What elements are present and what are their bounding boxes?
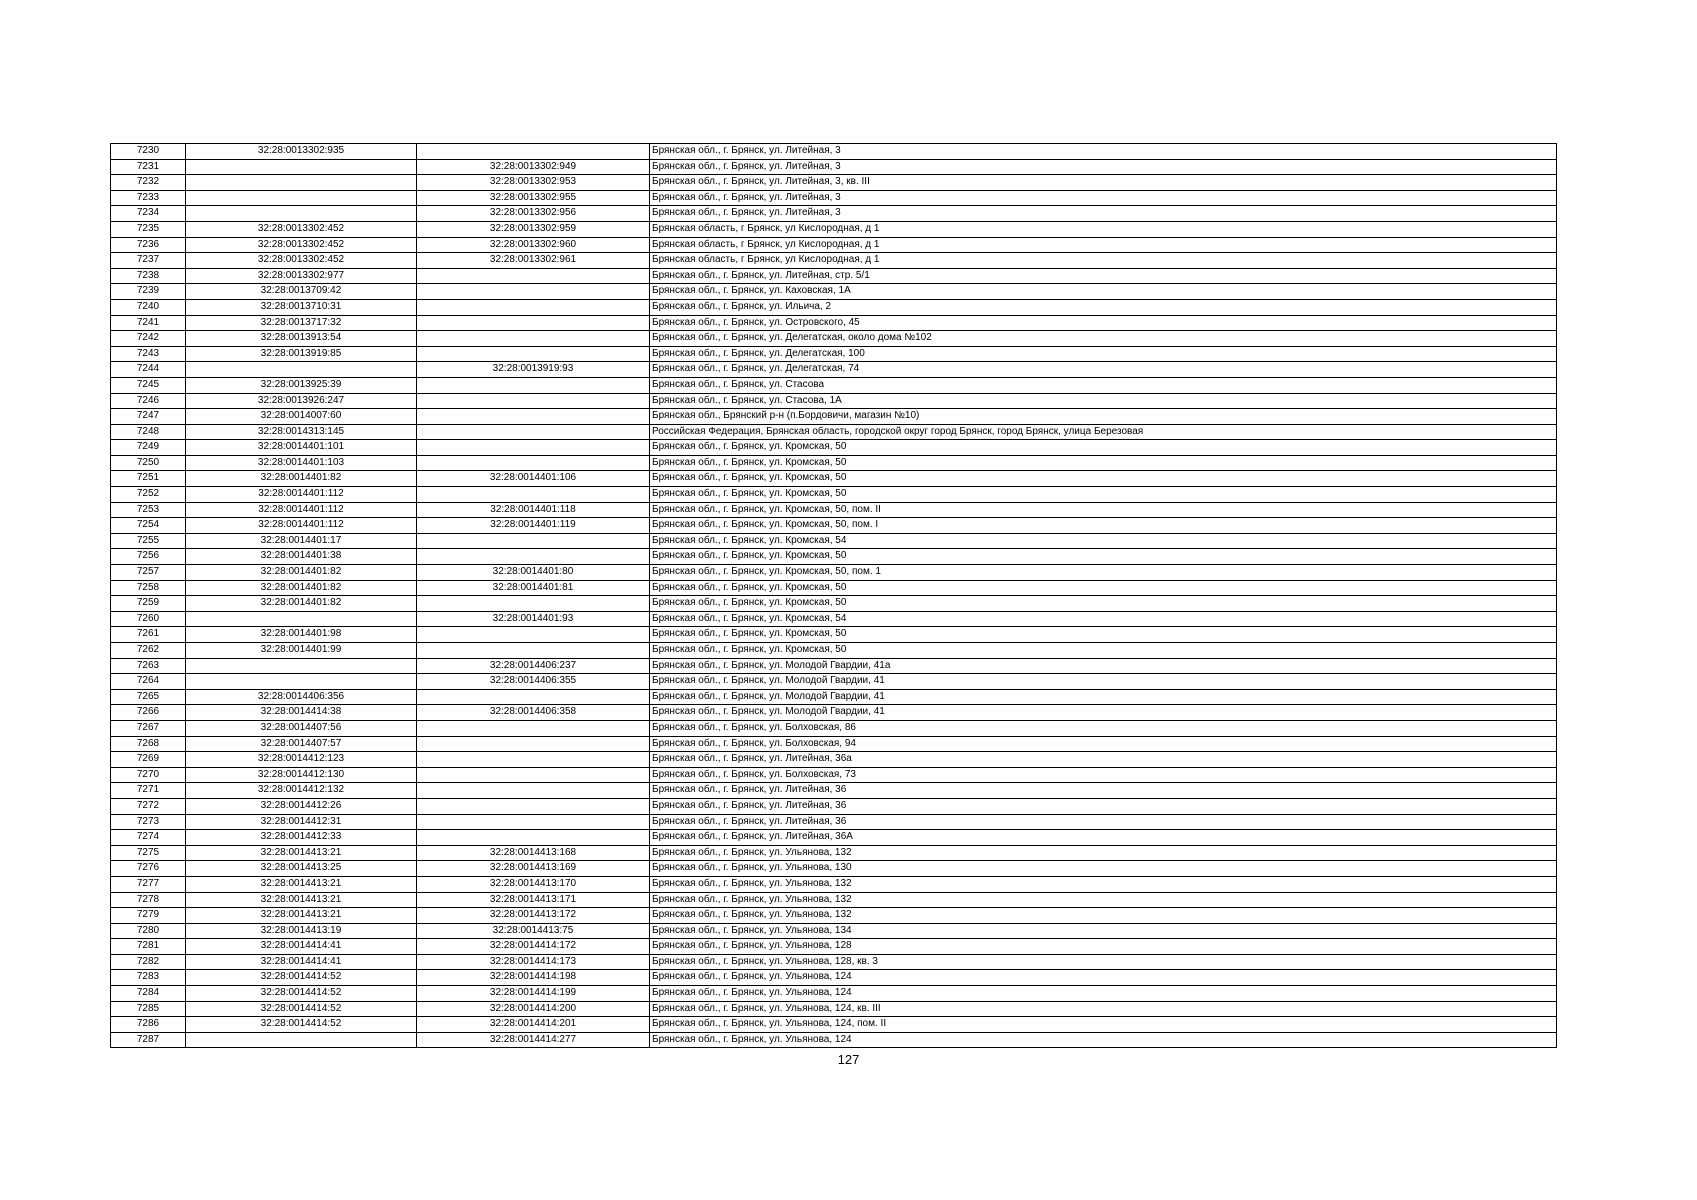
object-number-cell: 32:28:0014414:199: [417, 986, 650, 1002]
row-number-cell: 7261: [111, 627, 186, 643]
row-number-cell: 7252: [111, 487, 186, 503]
parcel-number-cell: 32:28:0014412:33: [186, 830, 417, 846]
address-cell: Брянская обл., г. Брянск, ул. Литейная, 36: [650, 814, 1557, 830]
table-row: [111, 923, 1557, 939]
object-number-cell: 32:28:0014413:171: [417, 892, 650, 908]
address-cell: Брянская обл., г. Брянск, ул. Кромская, 50, пом. 1: [650, 565, 1557, 581]
parcel-number-cell: 32:28:0014407:56: [186, 720, 417, 736]
object-number-cell: 32:28:0014414:277: [417, 1032, 650, 1048]
row-number-cell: 7251: [111, 471, 186, 487]
address-cell: Брянская обл., г. Брянск, ул. Каховская, 1А: [650, 284, 1557, 300]
table-row: [111, 549, 1557, 565]
row-number-cell: 7244: [111, 362, 186, 378]
parcel-number-cell: 32:28:0014412:132: [186, 783, 417, 799]
parcel-number-cell: 32:28:0013926:247: [186, 393, 417, 409]
parcel-number-cell: 32:28:0014401:98: [186, 627, 417, 643]
object-number-cell: 32:28:0014401:81: [417, 580, 650, 596]
table-row: [111, 471, 1557, 487]
document-table-container: [110, 143, 1556, 1048]
table-row: [111, 315, 1557, 331]
table-row: [111, 830, 1557, 846]
row-number-cell: 7248: [111, 424, 186, 440]
parcel-number-cell: 32:28:0014401:82: [186, 580, 417, 596]
address-cell: Брянская обл., г. Брянск, ул. Кромская, 50: [650, 643, 1557, 659]
table-row: [111, 144, 1557, 160]
parcel-number-cell: 32:28:0013913:54: [186, 331, 417, 347]
parcel-number-cell: 32:28:0014401:99: [186, 643, 417, 659]
table-row: [111, 658, 1557, 674]
object-number-cell: 32:28:0014406:355: [417, 674, 650, 690]
table-row: [111, 783, 1557, 799]
row-number-cell: 7286: [111, 1017, 186, 1033]
table-row: [111, 487, 1557, 503]
address-cell: Брянская обл., г. Брянск, ул. Литейная, 36: [650, 798, 1557, 814]
table-row: [111, 939, 1557, 955]
table-row: [111, 845, 1557, 861]
address-cell: Брянская обл., г. Брянск, ул. Стасова: [650, 377, 1557, 393]
table-row: [111, 861, 1557, 877]
parcel-number-cell: 32:28:0014401:112: [186, 502, 417, 518]
object-number-cell: [417, 346, 650, 362]
row-number-cell: 7267: [111, 720, 186, 736]
parcel-number-cell: [186, 190, 417, 206]
object-number-cell: [417, 736, 650, 752]
row-number-cell: 7268: [111, 736, 186, 752]
table-row: [111, 814, 1557, 830]
address-cell: Брянская обл., г. Брянск, ул. Болховская, 73: [650, 767, 1557, 783]
row-number-cell: 7264: [111, 674, 186, 690]
address-cell: Брянская обл., г. Брянск, ул. Ильича, 2: [650, 299, 1557, 315]
address-cell: Брянская обл., г. Брянск, ул. Кромская, 50: [650, 627, 1557, 643]
row-number-cell: 7241: [111, 315, 186, 331]
object-number-cell: [417, 596, 650, 612]
row-number-cell: 7266: [111, 705, 186, 721]
address-cell: Брянская обл., Брянский р-н (п.Бордовичи, магазин №10): [650, 409, 1557, 425]
parcel-number-cell: [186, 362, 417, 378]
table-row: [111, 237, 1557, 253]
parcel-number-cell: [186, 674, 417, 690]
parcel-number-cell: 32:28:0013302:452: [186, 237, 417, 253]
row-number-cell: 7287: [111, 1032, 186, 1048]
table-row: [111, 284, 1557, 300]
address-cell: Брянская обл., г. Брянск, ул. Литейная, 36а: [650, 752, 1557, 768]
row-number-cell: 7272: [111, 798, 186, 814]
row-number-cell: 7238: [111, 268, 186, 284]
row-number-cell: 7243: [111, 346, 186, 362]
row-number-cell: 7263: [111, 658, 186, 674]
parcel-number-cell: [186, 206, 417, 222]
parcel-number-cell: [186, 159, 417, 175]
table-row: [111, 798, 1557, 814]
table-row: [111, 393, 1557, 409]
row-number-cell: 7255: [111, 533, 186, 549]
object-number-cell: [417, 752, 650, 768]
object-number-cell: 32:28:0013302:949: [417, 159, 650, 175]
table-row: [111, 986, 1557, 1002]
table-row: [111, 409, 1557, 425]
table-row: [111, 221, 1557, 237]
table-row: [111, 580, 1557, 596]
table-row: [111, 377, 1557, 393]
row-number-cell: 7271: [111, 783, 186, 799]
table-row: [111, 596, 1557, 612]
address-cell: Брянская обл., г. Брянск, ул. Ульянова, 124: [650, 970, 1557, 986]
object-number-cell: 32:28:0014413:75: [417, 923, 650, 939]
table-row: [111, 565, 1557, 581]
address-cell: Брянская обл., г. Брянск, ул. Ульянова, 128, кв. 3: [650, 954, 1557, 970]
address-cell: Брянская обл., г. Брянск, ул. Кромская, 50: [650, 596, 1557, 612]
parcel-number-cell: 32:28:0014401:82: [186, 565, 417, 581]
parcel-number-cell: 32:28:0014401:112: [186, 487, 417, 503]
cadastral-table: [110, 143, 1557, 1048]
object-number-cell: [417, 440, 650, 456]
address-cell: Брянская обл., г. Брянск, ул. Кромская, 50: [650, 440, 1557, 456]
table-row: [111, 705, 1557, 721]
address-cell: Брянская обл., г. Брянск, ул. Литейная, 3: [650, 206, 1557, 222]
parcel-number-cell: [186, 658, 417, 674]
address-cell: Брянская обл., г. Брянск, ул. Кромская, 50: [650, 549, 1557, 565]
object-number-cell: [417, 689, 650, 705]
object-number-cell: [417, 424, 650, 440]
table-row: [111, 159, 1557, 175]
row-number-cell: 7233: [111, 190, 186, 206]
address-cell: Брянская обл., г. Брянск, ул. Ульянова, 132: [650, 845, 1557, 861]
address-cell: Брянская обл., г. Брянск, ул. Кромская, 54: [650, 611, 1557, 627]
address-cell: Брянская обл., г. Брянск, ул. Кромская, 50, пом. I: [650, 518, 1557, 534]
object-number-cell: 32:28:0014413:168: [417, 845, 650, 861]
row-number-cell: 7280: [111, 923, 186, 939]
row-number-cell: 7284: [111, 986, 186, 1002]
object-number-cell: 32:28:0014406:237: [417, 658, 650, 674]
parcel-number-cell: 32:28:0013302:452: [186, 221, 417, 237]
object-number-cell: 32:28:0014401:93: [417, 611, 650, 627]
object-number-cell: [417, 798, 650, 814]
object-number-cell: [417, 144, 650, 160]
page-number: 127: [837, 1052, 860, 1067]
address-cell: Брянская обл., г. Брянск, ул. Молодой Гвардии, 41: [650, 674, 1557, 690]
parcel-number-cell: 32:28:0014401:112: [186, 518, 417, 534]
parcel-number-cell: 32:28:0014414:41: [186, 939, 417, 955]
address-cell: Брянская обл., г. Брянск, ул. Молодой Гвардии, 41а: [650, 658, 1557, 674]
object-number-cell: 32:28:0013302:953: [417, 175, 650, 191]
object-number-cell: 32:28:0013302:960: [417, 237, 650, 253]
row-number-cell: 7232: [111, 175, 186, 191]
object-number-cell: 32:28:0014401:80: [417, 565, 650, 581]
object-number-cell: 32:28:0013302:961: [417, 253, 650, 269]
parcel-number-cell: 32:28:0014413:19: [186, 923, 417, 939]
table-row: [111, 268, 1557, 284]
table-row: [111, 362, 1557, 378]
object-number-cell: [417, 299, 650, 315]
address-cell: Брянская область, г Брянск, ул Кислородная, д 1: [650, 221, 1557, 237]
table-row: [111, 1032, 1557, 1048]
row-number-cell: 7265: [111, 689, 186, 705]
object-number-cell: [417, 331, 650, 347]
address-cell: Брянская обл., г. Брянск, ул. Кромская, 50: [650, 455, 1557, 471]
address-cell: Брянская обл., г. Брянск, ул. Болховская, 94: [650, 736, 1557, 752]
address-cell: Брянская обл., г. Брянск, ул. Ульянова, 132: [650, 908, 1557, 924]
address-cell: Брянская обл., г. Брянск, ул. Литейная, 36А: [650, 830, 1557, 846]
parcel-number-cell: 32:28:0014414:52: [186, 986, 417, 1002]
table-row: [111, 440, 1557, 456]
parcel-number-cell: 32:28:0014413:21: [186, 908, 417, 924]
table-row: [111, 424, 1557, 440]
row-number-cell: 7281: [111, 939, 186, 955]
address-cell: Брянская обл., г. Брянск, ул. Молодой Гвардии, 41: [650, 689, 1557, 705]
row-number-cell: 7273: [111, 814, 186, 830]
parcel-number-cell: 32:28:0014401:82: [186, 596, 417, 612]
object-number-cell: 32:28:0014414:200: [417, 1001, 650, 1017]
object-number-cell: 32:28:0013919:93: [417, 362, 650, 378]
object-number-cell: 32:28:0013302:955: [417, 190, 650, 206]
object-number-cell: 32:28:0014401:106: [417, 471, 650, 487]
table-row: [111, 253, 1557, 269]
address-cell: Брянская обл., г. Брянск, ул. Ульянова, 132: [650, 892, 1557, 908]
address-cell: Брянская обл., г. Брянск, ул. Ульянова, 124: [650, 986, 1557, 1002]
parcel-number-cell: 32:28:0014412:31: [186, 814, 417, 830]
parcel-number-cell: [186, 611, 417, 627]
row-number-cell: 7278: [111, 892, 186, 908]
object-number-cell: [417, 767, 650, 783]
parcel-number-cell: 32:28:0013919:85: [186, 346, 417, 362]
address-cell: Брянская обл., г. Брянск, ул. Делегатская, 74: [650, 362, 1557, 378]
row-number-cell: 7249: [111, 440, 186, 456]
table-row: [111, 970, 1557, 986]
parcel-number-cell: 32:28:0013717:32: [186, 315, 417, 331]
address-cell: Брянская обл., г. Брянск, ул. Ульянова, 134: [650, 923, 1557, 939]
address-cell: Брянская обл., г. Брянск, ул. Ульянова, 128: [650, 939, 1557, 955]
row-number-cell: 7246: [111, 393, 186, 409]
row-number-cell: 7259: [111, 596, 186, 612]
address-cell: Брянская обл., г. Брянск, ул. Делегатская, 100: [650, 346, 1557, 362]
row-number-cell: 7254: [111, 518, 186, 534]
address-cell: Брянская обл., г. Брянск, ул. Литейная, 3: [650, 144, 1557, 160]
address-cell: Брянская обл., г. Брянск, ул. Литейная, 3, кв. III: [650, 175, 1557, 191]
address-cell: Брянская обл., г. Брянск, ул. Кромская, 50: [650, 471, 1557, 487]
parcel-number-cell: 32:28:0014406:356: [186, 689, 417, 705]
address-cell: Брянская обл., г. Брянск, ул. Ульянова, 132: [650, 876, 1557, 892]
parcel-number-cell: 32:28:0013302:452: [186, 253, 417, 269]
row-number-cell: 7253: [111, 502, 186, 518]
table-row: [111, 1017, 1557, 1033]
object-number-cell: [417, 393, 650, 409]
address-cell: Брянская обл., г. Брянск, ул. Литейная, 36: [650, 783, 1557, 799]
parcel-number-cell: 32:28:0014007:60: [186, 409, 417, 425]
parcel-number-cell: 32:28:0013925:39: [186, 377, 417, 393]
row-number-cell: 7240: [111, 299, 186, 315]
address-cell: Брянская обл., г. Брянск, ул. Литейная, 3: [650, 190, 1557, 206]
address-cell: Брянская область, г Брянск, ул Кислородная, д 1: [650, 253, 1557, 269]
parcel-number-cell: 32:28:0013302:977: [186, 268, 417, 284]
row-number-cell: 7279: [111, 908, 186, 924]
row-number-cell: 7269: [111, 752, 186, 768]
parcel-number-cell: 32:28:0014414:41: [186, 954, 417, 970]
row-number-cell: 7239: [111, 284, 186, 300]
object-number-cell: 32:28:0014413:169: [417, 861, 650, 877]
address-cell: Брянская обл., г. Брянск, ул. Островского, 45: [650, 315, 1557, 331]
row-number-cell: 7247: [111, 409, 186, 425]
object-number-cell: 32:28:0013302:956: [417, 206, 650, 222]
parcel-number-cell: 32:28:0014414:52: [186, 970, 417, 986]
row-number-cell: 7256: [111, 549, 186, 565]
parcel-number-cell: 32:28:0014413:21: [186, 876, 417, 892]
object-number-cell: 32:28:0014401:119: [417, 518, 650, 534]
parcel-number-cell: 32:28:0014313:145: [186, 424, 417, 440]
table-row: [111, 908, 1557, 924]
address-cell: Брянская обл., г. Брянск, ул. Ульянова, 124, кв. III: [650, 1001, 1557, 1017]
parcel-number-cell: 32:28:0014413:25: [186, 861, 417, 877]
object-number-cell: [417, 268, 650, 284]
table-row: [111, 206, 1557, 222]
table-row: [111, 689, 1557, 705]
address-cell: Брянская область, г Брянск, ул Кислородная, д 1: [650, 237, 1557, 253]
table-row: [111, 299, 1557, 315]
parcel-number-cell: 32:28:0013302:935: [186, 144, 417, 160]
address-cell: Брянская обл., г. Брянск, ул. Стасова, 1А: [650, 393, 1557, 409]
address-cell: Брянская обл., г. Брянск, ул. Кромская, 50, пом. II: [650, 502, 1557, 518]
row-number-cell: 7274: [111, 830, 186, 846]
table-row: [111, 175, 1557, 191]
parcel-number-cell: 32:28:0014412:123: [186, 752, 417, 768]
table-row: [111, 455, 1557, 471]
row-number-cell: 7234: [111, 206, 186, 222]
row-number-cell: 7282: [111, 954, 186, 970]
object-number-cell: [417, 783, 650, 799]
row-number-cell: 7245: [111, 377, 186, 393]
parcel-number-cell: 32:28:0014413:21: [186, 892, 417, 908]
parcel-number-cell: 32:28:0014401:17: [186, 533, 417, 549]
table-row: [111, 533, 1557, 549]
row-number-cell: 7285: [111, 1001, 186, 1017]
object-number-cell: [417, 830, 650, 846]
parcel-number-cell: 32:28:0014407:57: [186, 736, 417, 752]
parcel-number-cell: 32:28:0014401:103: [186, 455, 417, 471]
table-row: [111, 346, 1557, 362]
row-number-cell: 7275: [111, 845, 186, 861]
row-number-cell: 7242: [111, 331, 186, 347]
table-row: [111, 1001, 1557, 1017]
object-number-cell: [417, 549, 650, 565]
row-number-cell: 7283: [111, 970, 186, 986]
object-number-cell: [417, 409, 650, 425]
parcel-number-cell: 32:28:0014414:52: [186, 1017, 417, 1033]
table-row: [111, 736, 1557, 752]
object-number-cell: [417, 814, 650, 830]
object-number-cell: [417, 377, 650, 393]
row-number-cell: 7230: [111, 144, 186, 160]
table-row: [111, 954, 1557, 970]
row-number-cell: 7257: [111, 565, 186, 581]
object-number-cell: 32:28:0014414:172: [417, 939, 650, 955]
row-number-cell: 7260: [111, 611, 186, 627]
row-number-cell: 7270: [111, 767, 186, 783]
address-cell: Брянская обл., г. Брянск, ул. Молодой Гвардии, 41: [650, 705, 1557, 721]
object-number-cell: [417, 533, 650, 549]
table-body: [111, 144, 1557, 1048]
address-cell: Брянская обл., г. Брянск, ул. Ульянова, 124, пом. II: [650, 1017, 1557, 1033]
table-row: [111, 674, 1557, 690]
object-number-cell: 32:28:0014413:170: [417, 876, 650, 892]
table-row: [111, 518, 1557, 534]
row-number-cell: 7276: [111, 861, 186, 877]
address-cell: Брянская обл., г. Брянск, ул. Кромская, 50: [650, 580, 1557, 596]
table-row: [111, 190, 1557, 206]
object-number-cell: [417, 627, 650, 643]
object-number-cell: [417, 643, 650, 659]
row-number-cell: 7237: [111, 253, 186, 269]
parcel-number-cell: 32:28:0013710:31: [186, 299, 417, 315]
table-row: [111, 892, 1557, 908]
parcel-number-cell: 32:28:0014413:21: [186, 845, 417, 861]
address-cell: Брянская обл., г. Брянск, ул. Литейная, 3: [650, 159, 1557, 175]
parcel-number-cell: 32:28:0013709:42: [186, 284, 417, 300]
table-row: [111, 331, 1557, 347]
object-number-cell: 32:28:0014414:201: [417, 1017, 650, 1033]
row-number-cell: 7277: [111, 876, 186, 892]
address-cell: Брянская обл., г. Брянск, ул. Литейная, стр. 5/1: [650, 268, 1557, 284]
parcel-number-cell: 32:28:0014414:52: [186, 1001, 417, 1017]
parcel-number-cell: 32:28:0014401:38: [186, 549, 417, 565]
parcel-number-cell: [186, 175, 417, 191]
row-number-cell: 7235: [111, 221, 186, 237]
table-row: [111, 611, 1557, 627]
object-number-cell: 32:28:0014414:173: [417, 954, 650, 970]
object-number-cell: 32:28:0014413:172: [417, 908, 650, 924]
object-number-cell: [417, 315, 650, 331]
table-row: [111, 627, 1557, 643]
table-row: [111, 752, 1557, 768]
address-cell: Брянская обл., г. Брянск, ул. Болховская, 86: [650, 720, 1557, 736]
row-number-cell: 7231: [111, 159, 186, 175]
parcel-number-cell: 32:28:0014401:82: [186, 471, 417, 487]
row-number-cell: 7262: [111, 643, 186, 659]
address-cell: Брянская обл., г. Брянск, ул. Ульянова, 124: [650, 1032, 1557, 1048]
table-row: [111, 767, 1557, 783]
object-number-cell: 32:28:0014414:198: [417, 970, 650, 986]
address-cell: Брянская обл., г. Брянск, ул. Ульянова, 130: [650, 861, 1557, 877]
object-number-cell: [417, 455, 650, 471]
parcel-number-cell: 32:28:0014401:101: [186, 440, 417, 456]
address-cell: Брянская обл., г. Брянск, ул. Кромская, 54: [650, 533, 1557, 549]
object-number-cell: [417, 487, 650, 503]
table-row: [111, 720, 1557, 736]
parcel-number-cell: 32:28:0014412:26: [186, 798, 417, 814]
parcel-number-cell: [186, 1032, 417, 1048]
parcel-number-cell: 32:28:0014414:38: [186, 705, 417, 721]
row-number-cell: 7258: [111, 580, 186, 596]
object-number-cell: 32:28:0013302:959: [417, 221, 650, 237]
object-number-cell: [417, 720, 650, 736]
object-number-cell: [417, 284, 650, 300]
address-cell: Российская Федерация, Брянская область, городской округ город Брянск, город Брянск, улица Березовая: [650, 424, 1557, 440]
object-number-cell: 32:28:0014406:358: [417, 705, 650, 721]
table-row: [111, 876, 1557, 892]
parcel-number-cell: 32:28:0014412:130: [186, 767, 417, 783]
table-row: [111, 643, 1557, 659]
row-number-cell: 7236: [111, 237, 186, 253]
row-number-cell: 7250: [111, 455, 186, 471]
object-number-cell: 32:28:0014401:118: [417, 502, 650, 518]
address-cell: Брянская обл., г. Брянск, ул. Делегатская, около дома №102: [650, 331, 1557, 347]
address-cell: Брянская обл., г. Брянск, ул. Кромская, 50: [650, 487, 1557, 503]
table-row: [111, 502, 1557, 518]
